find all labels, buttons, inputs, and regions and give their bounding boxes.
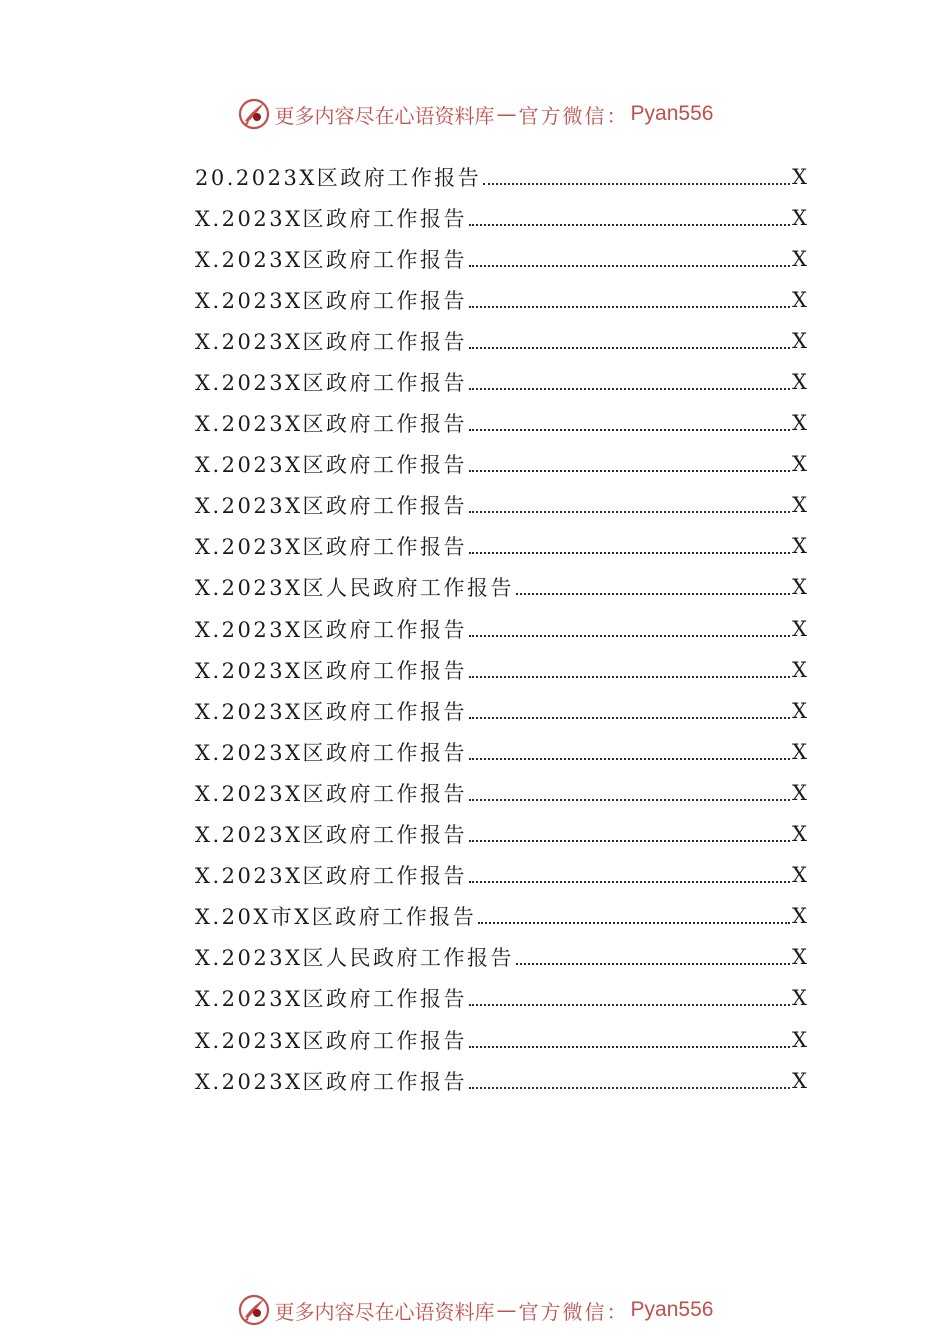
toc-dot-leader xyxy=(469,494,790,516)
toc-entry[interactable] xyxy=(195,279,807,320)
toc-entry[interactable] xyxy=(195,937,807,978)
toc-entry-title: X.2023X区政府工作报告 xyxy=(195,781,468,806)
toc-entry-page: X xyxy=(792,822,807,847)
toc-entry-page: X xyxy=(792,863,807,888)
table-of-contents xyxy=(195,156,807,1101)
toc-dot-leader xyxy=(469,700,790,722)
toc-entry-title: X.2023X区政府工作报告 xyxy=(195,288,468,313)
toc-dot-leader xyxy=(469,289,790,311)
toc-entry-page: X xyxy=(792,575,807,600)
toc-entry-page: X xyxy=(792,1027,807,1052)
toc-dot-leader xyxy=(469,207,790,229)
toc-entry[interactable] xyxy=(195,197,807,238)
toc-entry[interactable] xyxy=(195,444,807,485)
toc-entry-title: X.2023X区政府工作报告 xyxy=(195,864,468,889)
toc-entry-page: X xyxy=(792,904,807,929)
quill-seal-icon xyxy=(237,1293,271,1327)
toc-dot-leader xyxy=(469,659,790,681)
toc-dot-leader xyxy=(516,946,790,968)
toc-dot-leader xyxy=(469,1070,790,1092)
toc-entry-page: X xyxy=(792,1068,807,1093)
toc-entry-page: X xyxy=(792,328,807,353)
toc-entry[interactable] xyxy=(195,238,807,279)
toc-entry-title: X.2023X区政府工作报告 xyxy=(195,494,468,519)
toc-entry[interactable] xyxy=(195,156,807,197)
toc-entry[interactable] xyxy=(195,978,807,1019)
toc-entry[interactable] xyxy=(195,403,807,444)
toc-dot-leader xyxy=(469,1029,790,1051)
toc-entry[interactable] xyxy=(195,320,807,361)
banner-wechat-label: 官方微信： xyxy=(518,1299,629,1324)
toc-entry-title: X.2023X区政府工作报告 xyxy=(195,699,468,724)
toc-entry-title: X.2023X区人民政府工作报告 xyxy=(195,946,515,971)
toc-entry[interactable] xyxy=(195,649,807,690)
toc-entry[interactable] xyxy=(195,1019,807,1060)
toc-entry-page: X xyxy=(792,739,807,764)
banner-wechat-label: 官方微信： xyxy=(518,103,629,128)
toc-dot-leader xyxy=(469,248,790,270)
toc-dot-leader xyxy=(469,371,790,393)
toc-entry-page: X xyxy=(792,780,807,805)
toc-entry-page: X xyxy=(792,164,807,189)
toc-entry-title: X.2023X区政府工作报告 xyxy=(195,453,468,478)
toc-dot-leader xyxy=(478,905,790,927)
toc-entry[interactable] xyxy=(195,896,807,937)
toc-entry-title: X.20X市X区政府工作报告 xyxy=(195,905,477,930)
banner-separator: — xyxy=(496,102,517,126)
toc-entry[interactable] xyxy=(195,772,807,813)
banner-brand-text: 更多内容尽在心语资料库 xyxy=(274,103,495,128)
toc-entry-title: X.2023X区政府工作报告 xyxy=(195,740,468,765)
toc-dot-leader xyxy=(469,782,790,804)
toc-entry[interactable] xyxy=(195,690,807,731)
toc-entry[interactable] xyxy=(195,567,807,608)
toc-entry-page: X xyxy=(792,986,807,1011)
toc-entry-title: X.2023X区政府工作报告 xyxy=(195,617,468,642)
toc-entry-page: X xyxy=(792,945,807,970)
toc-dot-leader xyxy=(469,535,790,557)
toc-entry-title: X.2023X区政府工作报告 xyxy=(195,535,468,560)
toc-dot-leader xyxy=(469,987,790,1009)
toc-entry-title: X.2023X区政府工作报告 xyxy=(195,987,468,1012)
toc-entry-page: X xyxy=(792,370,807,395)
toc-entry-title: X.2023X区政府工作报告 xyxy=(195,1028,468,1053)
toc-entry-title: X.2023X区政府工作报告 xyxy=(195,658,468,683)
toc-dot-leader xyxy=(469,453,790,475)
toc-entry-title: X.2023X区政府工作报告 xyxy=(195,823,468,848)
toc-entry-page: X xyxy=(792,287,807,312)
header-banner xyxy=(0,94,950,134)
toc-entry-title: X.2023X区政府工作报告 xyxy=(195,329,468,354)
toc-dot-leader xyxy=(469,823,790,845)
toc-entry-title: X.2023X区人民政府工作报告 xyxy=(195,576,515,601)
toc-entry-page: X xyxy=(792,246,807,271)
toc-entry-page: X xyxy=(792,534,807,559)
toc-entry-page: X xyxy=(792,411,807,436)
toc-entry[interactable] xyxy=(195,855,807,896)
toc-entry-page: X xyxy=(792,616,807,641)
banner-wechat-handle: Pyan556 xyxy=(630,1298,714,1321)
toc-dot-leader xyxy=(469,741,790,763)
banner-wechat-handle: Pyan556 xyxy=(630,102,714,125)
toc-entry-title: 20.2023X区政府工作报告 xyxy=(195,165,482,190)
quill-seal-icon xyxy=(237,97,271,131)
toc-dot-leader xyxy=(516,576,790,598)
toc-entry[interactable] xyxy=(195,608,807,649)
toc-entry-page: X xyxy=(792,493,807,518)
toc-entry[interactable] xyxy=(195,731,807,772)
footer-banner xyxy=(0,1290,950,1330)
toc-dot-leader xyxy=(483,166,790,188)
banner-separator: — xyxy=(496,1298,517,1322)
toc-dot-leader xyxy=(469,618,790,640)
toc-entry-title: X.2023X区政府工作报告 xyxy=(195,1069,468,1094)
toc-dot-leader xyxy=(469,330,790,352)
toc-entry-title: X.2023X区政府工作报告 xyxy=(195,371,468,396)
toc-dot-leader xyxy=(469,412,790,434)
toc-entry-title: X.2023X区政府工作报告 xyxy=(195,206,468,231)
toc-entry-page: X xyxy=(792,698,807,723)
toc-entry[interactable] xyxy=(195,814,807,855)
toc-entry[interactable] xyxy=(195,361,807,402)
toc-entry-page: X xyxy=(792,657,807,682)
toc-entry[interactable] xyxy=(195,1060,807,1101)
toc-entry-title: X.2023X区政府工作报告 xyxy=(195,412,468,437)
toc-entry[interactable] xyxy=(195,485,807,526)
toc-entry-page: X xyxy=(792,452,807,477)
banner-brand-text: 更多内容尽在心语资料库 xyxy=(274,1299,495,1324)
toc-entry-title: X.2023X区政府工作报告 xyxy=(195,247,468,272)
toc-entry-page: X xyxy=(792,205,807,230)
toc-dot-leader xyxy=(469,864,790,886)
toc-entry[interactable] xyxy=(195,526,807,567)
